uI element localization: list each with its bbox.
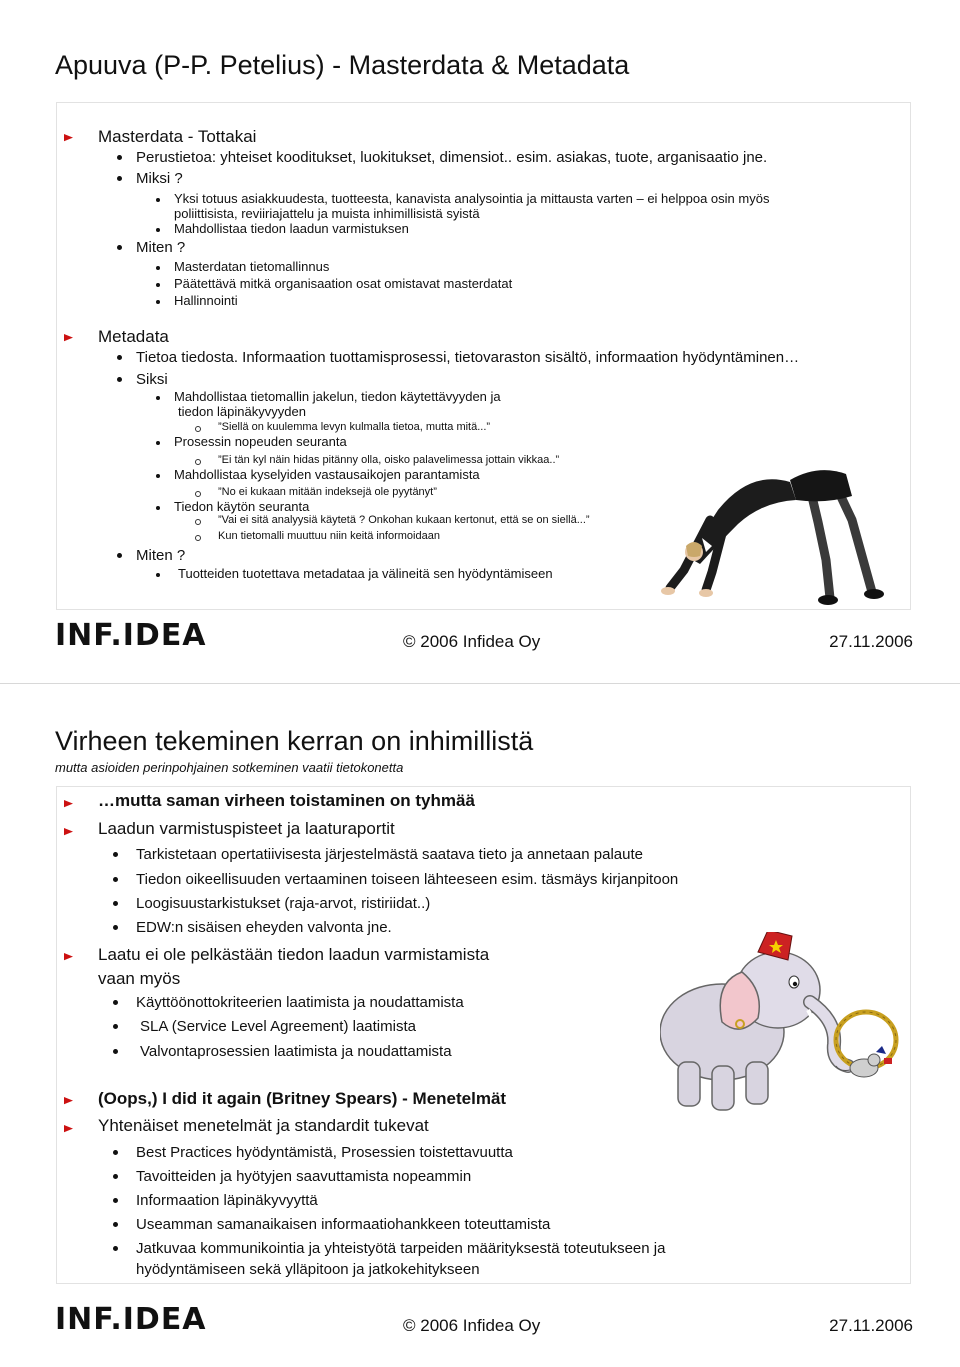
woman-backbend-photo [640, 460, 910, 608]
bullet [156, 441, 160, 445]
bullet-hollow [195, 519, 201, 525]
list-item: Tietoa tiedosta. Informaation tuottamisprosessi, tietovaraston sisältö, informaation hyödyntäminen… [136, 349, 800, 366]
list-item: Mahdollistaa tiedon laadun varmistuksen [174, 221, 409, 236]
list-item: EDW:n sisäisen eheyden valvonta jne. [136, 919, 392, 936]
list-item: Miksi ? [136, 170, 183, 187]
list-item: Valvontaprosessien laatimista ja noudattamista [140, 1043, 452, 1060]
bullet [117, 176, 122, 181]
section-heading-metadata: Metadata [98, 327, 169, 346]
bullet [156, 396, 160, 400]
date: 27.11.2006 [829, 632, 913, 651]
slide-1 [0, 0, 960, 683]
list-item: Päätettävä mitkä organisaation osat omistavat masterdatat [174, 276, 513, 291]
list-item: Tarkistetaan opertatiivisesta järjestelmästä saatava tieto ja annetaan palaute [136, 846, 643, 863]
list-item: Miten ? [136, 547, 186, 564]
bullet [117, 377, 122, 382]
list-item: Siksi [136, 371, 168, 388]
list-item: Jatkuvaa kommunikointia ja yhteistyötä tarpeiden määrityksestä toteutukseen ja [136, 1240, 666, 1257]
page-subtitle: mutta asioiden perinpohjainen sotkeminen vaatii tietokonetta [55, 760, 404, 775]
list-item: Tiedon oikeellisuuden vertaaminen toiseen lähteeseen esim. täsmäys kirjanpitoon [136, 871, 679, 888]
bullet [113, 925, 118, 930]
bullet [113, 901, 118, 906]
bullet-hollow [195, 459, 201, 465]
bullet [117, 245, 122, 250]
list-item-heading: Laadun varmistuspisteet ja laaturaportit [98, 819, 395, 838]
copyright: © 2006 Infidea Oy [403, 1316, 541, 1335]
list-item-heading: Laatu ei ole pelkästään tiedon laadun varmistamista [98, 945, 490, 964]
list-item: Best Practices hyödyntämistä, Prosessien toistettavuutta [136, 1144, 513, 1161]
bullet [113, 1024, 118, 1029]
list-item: Tavoitteiden ja hyötyjen saavuttamista nopeammin [136, 1168, 472, 1185]
bullet [156, 266, 160, 270]
list-item: Mahdollistaa tietomallin jakelun, tiedon käytettävyyden ja [174, 389, 501, 404]
bullet [113, 1150, 118, 1155]
list-item-continuation: tiedon läpinäkyvyyden [178, 404, 306, 419]
slide-2 [0, 684, 960, 1367]
list-item: Loogisuustarkistukset (raja-arvot, ristiriidat..) [136, 895, 431, 912]
bullet [156, 300, 160, 304]
bullet [113, 1049, 118, 1054]
bullet [117, 155, 122, 160]
bullet [156, 283, 160, 287]
list-item: Käyttöönottokriteerien laatimista ja noudattamista [136, 994, 464, 1011]
list-item: Perustietoa: yhteiset kooditukset, luokitukset, dimensiot.. esim. asiakas, tuote, arganisaatio jne. [136, 149, 768, 166]
list-item: Tuotteiden tuotettava metadataa ja välineitä sen hyödyntämiseen [178, 566, 553, 581]
infidea-logo: INF.IDEA [55, 618, 207, 653]
list-item: Mahdollistaa kyselyiden vastausaikojen parantamista [174, 467, 480, 482]
quote: ”Ei tän kyl näin hidas pitänny olla, oisko palavelimessa jottain vikkaa..” [218, 454, 560, 466]
bullet [113, 1198, 118, 1203]
bullet [113, 1246, 118, 1251]
list-item: Masterdatan tietomallinnus [174, 259, 330, 274]
date: 27.11.2006 [829, 1316, 913, 1335]
copyright: © 2006 Infidea Oy [403, 632, 541, 651]
bullet [113, 852, 118, 857]
list-item: SLA (Service Level Agreement) laatimista [140, 1018, 416, 1035]
bullet [156, 506, 160, 510]
list-item-heading: Yhtenäiset menetelmät ja standardit tukevat [98, 1116, 429, 1135]
bullet [156, 228, 160, 232]
infidea-logo: INF.IDEA [55, 1302, 207, 1337]
elephant-cartoon-with-mouse [660, 932, 910, 1132]
list-item: Prosessin nopeuden seuranta [174, 434, 347, 449]
quote: ”Vai ei sitä analyysiä käytetä ? Onkohan kukaan kertonut, että se on siellä...” [218, 514, 590, 526]
bullet [113, 1000, 118, 1005]
quote: ”Siellä on kuulemma levyn kulmalla tietoa, mutta mitä...” [218, 421, 491, 433]
list-item: Tiedon käytön seuranta [174, 499, 310, 514]
list-item-continuation: hyödyntämiseen sekä ylläpitoon ja jatkokehitykseen [136, 1261, 480, 1278]
quote: Kun tietomalli muuttuu niin keitä informoidaan [218, 530, 440, 542]
list-item: Yksi totuus asiakkuudesta, tuotteesta, kanavista analysointia ja mittausta varten – ei helppoa osin myös [174, 191, 770, 206]
page-title: Virheen tekeminen kerran on inhimillistä [55, 726, 534, 756]
list-item: Miten ? [136, 239, 186, 256]
quote: ”No ei kukaan mitään indeksejä ole pyytänyt” [218, 486, 437, 498]
bullet [156, 573, 160, 577]
list-item: Hallinnointi [174, 293, 238, 308]
list-item-heading-continuation: vaan myös [98, 969, 181, 988]
bullet [113, 877, 118, 882]
list-item-heading: (Oops,) I did it again (Britney Spears) - Menetelmät [98, 1089, 507, 1108]
bullet [113, 1222, 118, 1227]
bullet [117, 355, 122, 360]
bullet [156, 198, 160, 202]
bullet [113, 1174, 118, 1179]
bullet [117, 553, 122, 558]
bullet-hollow [195, 491, 201, 497]
page-title: Apuuva (P-P. Petelius) - Masterdata & Metadata [55, 50, 630, 80]
list-item-continuation: poliittisista, reviiriajattelu ja muista inhimillisistä syistä [174, 206, 480, 221]
section-heading-masterdata: Masterdata - Tottakai [98, 127, 257, 146]
bullet-hollow [195, 535, 201, 541]
bullet-hollow [195, 426, 201, 432]
bullet [156, 474, 160, 478]
list-item-heading: …mutta saman virheen toistaminen on tyhmää [98, 791, 475, 810]
list-item: Informaation läpinäkyvyyttä [136, 1192, 318, 1209]
list-item: Useamman samanaikaisen informaatiohankkeen toteuttamista [136, 1216, 551, 1233]
